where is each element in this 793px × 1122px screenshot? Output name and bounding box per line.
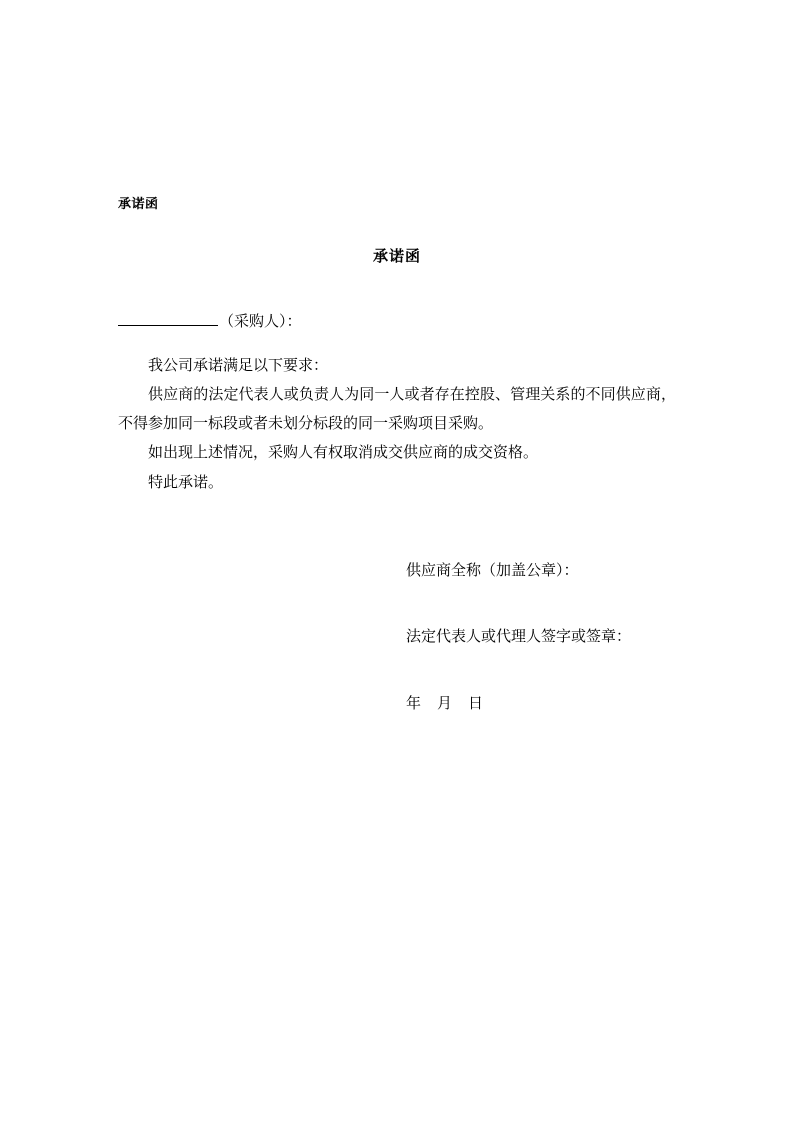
- addressee-line: [118, 311, 676, 334]
- paragraph-1: 我公司承诺满足以下要求：: [148, 357, 329, 374]
- document-header-label: 承诺函: [118, 197, 159, 212]
- date-year-label: 年: [406, 695, 424, 712]
- addressee-blank-field[interactable]: [118, 311, 218, 326]
- addressee-suffix: （采购人）：: [219, 314, 302, 331]
- paragraph-3: 如出现上述情况，采购人有权取消成交供应商的成交资格。: [148, 445, 539, 462]
- page-title: 承诺函: [372, 247, 421, 266]
- supplier-name-label: 供应商全称（加盖公章）：: [406, 562, 579, 579]
- paragraph-2: 供应商的法定代表人或负责人为同一人或者存在控股、管理关系的不同供应商，不得参加同一标段或者未划分标段的同一采购项目采购。: [118, 386, 676, 433]
- signature-date-line: [406, 693, 676, 716]
- date-month-label: 月: [437, 695, 455, 712]
- paragraph-4: 特此承诺。: [148, 474, 224, 491]
- date-day-label: 日: [468, 695, 486, 712]
- document-body: [118, 196, 676, 715]
- signature-block: [118, 560, 676, 716]
- representative-signature-label: 法定代表人或代理人签字或签章：: [406, 629, 632, 646]
